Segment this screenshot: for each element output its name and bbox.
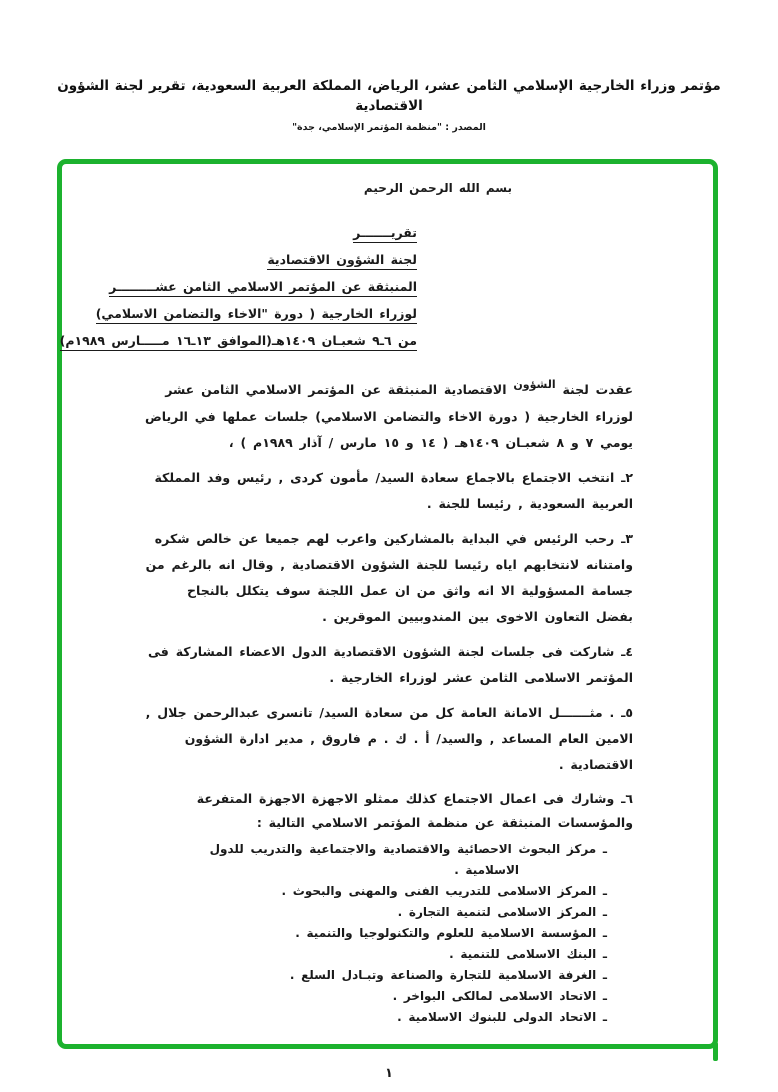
title-dates: من ٦ـ٩ شعبـان ١٤٠٩هـ(الموافق ١٣ـ١٦ مـــــارس ١٩٨٩م) bbox=[60, 333, 417, 351]
title-emanating: المنبثقة عن المؤتمر الاسلامي الثامن عشـــــــــر bbox=[109, 279, 417, 297]
list-item: ـ مركز البحوث الاحصائية والاقتصادية والاجتماعية والتدريب للدول الاسلامية . bbox=[209, 842, 607, 877]
paragraph-2: ٢ـ انتخب الاجتماع بالاجماع سعادة السيد/ مأمون كردى , رئيس وفد المملكة العربية السعودية , رئيسا للجنة . bbox=[154, 470, 633, 511]
paragraph-1 bbox=[145, 377, 633, 456]
report-title-line bbox=[59, 327, 417, 354]
list-item: ـ الغرفة الاسلامية للتجارة والصناعة وتبـادل السلع . bbox=[289, 968, 607, 982]
report-body bbox=[145, 377, 633, 1028]
list-item: ـ البنك الاسلامى للتنمية . bbox=[449, 947, 607, 961]
source-attribution: المصدر : "منظمة المؤتمر الإسلامي، جدة" bbox=[292, 122, 486, 133]
paragraph-1-lead: عقدت لجنة bbox=[555, 382, 633, 397]
list-item: ـ الاتحاد الاسلامى لمالكى البواخر . bbox=[392, 989, 607, 1003]
report-title-line bbox=[62, 300, 417, 327]
agencies-list bbox=[205, 839, 607, 1028]
basmala-line: بسم الله الرحمن الرحيم bbox=[363, 181, 512, 195]
title-session: لوزراء الخارجية ( دورة "الاخاء والتضامن الاسلامي) bbox=[96, 306, 417, 324]
paragraph-1-raised-word: الشؤون bbox=[513, 378, 556, 391]
paragraph-1-rest: الاقتصادية المنبثقة عن المؤتمر الاسلامي الثامن عشر لوزراء الخارجية ( دورة الاخاء والتضامن الاسلامي) جلسات عملها في الرياض يومي ٧ و ٨ شعبـان ١٤٠٩هـ ( ١٤ و ١٥ مارس / آذار ١٩٨٩م ) ، bbox=[144, 382, 633, 450]
paragraph-4: ٤ـ شاركت فى جلسات لجنة الشؤون الاقتصادية الدول الاعضاء المشاركة فى المؤتمر الاسلامى الثامن عشر لوزراء الخارجية . bbox=[148, 644, 633, 685]
paragraph-3: ٣ـ رحب الرئيس في البداية بالمشاركين واعرب لهم جميعا عن خالص شكره وامتنانه لانتخابهم اياه رئيسا للجنة الشؤون الاقتصادية , وقال انه بالرغم من جسامة المسؤولية الا انه واثق من ان عمل اللجنة سوف يتكلل بالنجاح بفضل التعاون الاخوى بين المندوبيين الموقرين . bbox=[145, 531, 633, 624]
paragraph-5: ٥ـ . مثـــــــل الامانة العامة كل من سعادة السيد/ تانسرى عبدالرحمن جلال , الامين العام المساعد , والسيد/ أ . ك . م فاروق , مدير ادارة الشؤون الاقتصادية . bbox=[145, 705, 633, 772]
document-content bbox=[59, 164, 713, 1028]
report-title-line bbox=[62, 246, 417, 273]
list-item: ـ الاتحاد الدولى للبنوك الاسلامية . bbox=[397, 1010, 607, 1024]
report-title-block bbox=[59, 219, 417, 354]
report-title-line bbox=[62, 219, 417, 246]
green-annotation-box bbox=[57, 159, 718, 1049]
list-item: ـ المركز الاسلامى للتدريب الفنى والمهنى والبحوث . bbox=[281, 884, 607, 898]
page-number: ١ bbox=[385, 1066, 393, 1081]
title-committee: لجنة الشؤون الاقتصادية bbox=[267, 252, 417, 270]
list-item: ـ المركز الاسلامى لتنمية التجارة . bbox=[397, 905, 607, 919]
title-word-report: تقريـــــــر bbox=[353, 225, 417, 243]
list-item: ـ المؤسسة الاسلامية للعلوم والتكنولوجيا والتنمية . bbox=[295, 926, 607, 940]
paragraph-6: ٦ـ وشارك فى اعمال الاجتماع كذلك ممثلو الاجهزة الاجهزة المتفرعة والمؤسسات المنبثقة عن منظمة المؤتمر الاسلامي التالية : bbox=[196, 791, 633, 830]
report-title-line bbox=[62, 273, 417, 300]
document-header bbox=[0, 0, 778, 134]
conference-title: مؤتمر وزراء الخارجية الإسلامي الثامن عشر، الرياض، المملكة العربية السعودية، تقرير لجنة الشؤون الاقتصادية bbox=[57, 78, 721, 114]
